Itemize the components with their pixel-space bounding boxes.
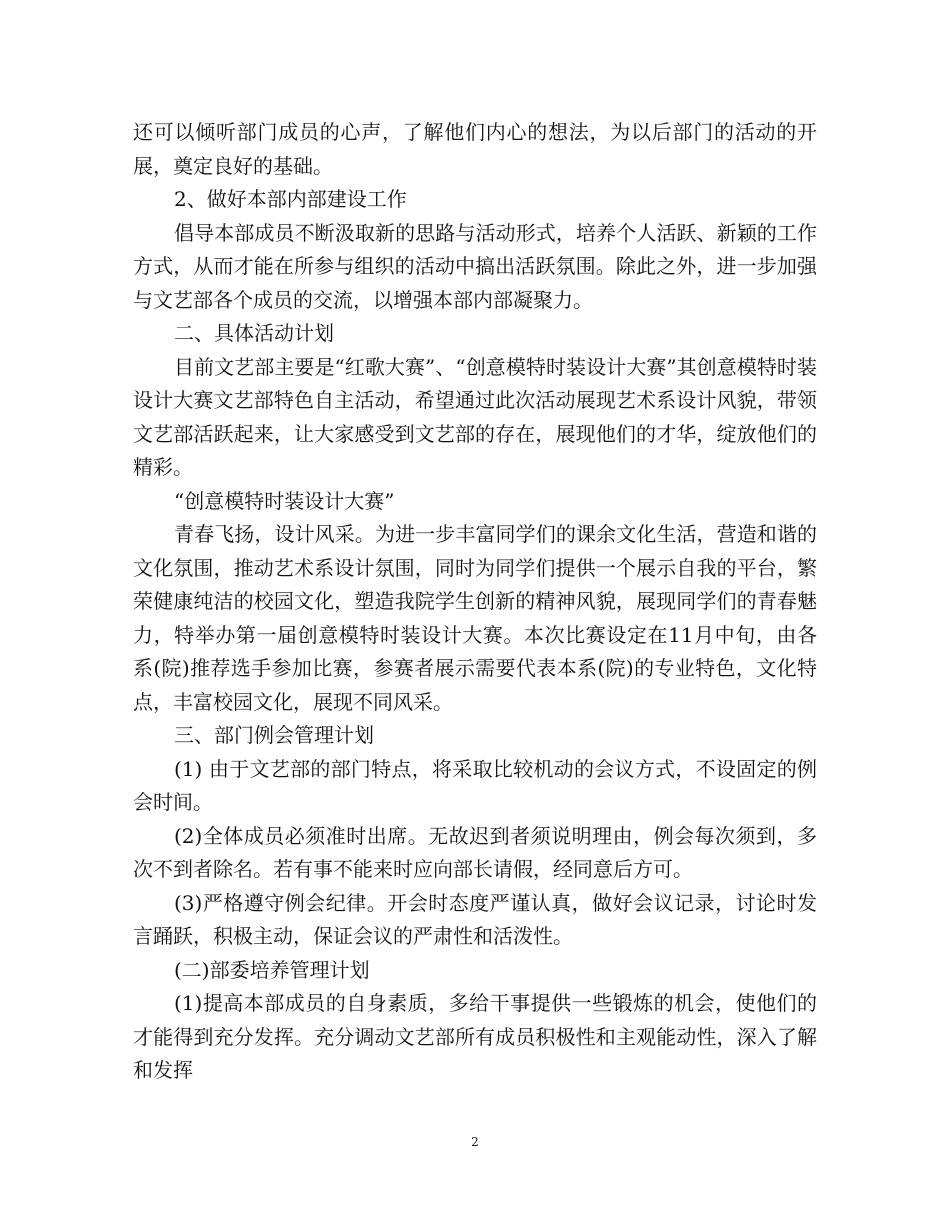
paragraph-activity-overview: 目前文艺部主要是“红歌大赛”、“创意模特时装设计大赛”其创意模特时装设计大赛文艺部特色自主活动，希望通过此次活动展现艺术系设计风貌，带领文艺部活跃起来，让大家感受到文艺部的存在，展现他们的才华，绽放他们的精彩。: [133, 354, 817, 479]
paragraph-continuation: 还可以倾听部门成员的心声，了解他们内心的想法，为以后部门的活动的开展，奠定良好的基础。: [133, 120, 817, 178]
paragraph-meeting-rule-2: (2)全体成员必须准时出席。无故迟到者须说明理由，例会每次须到，多次不到者除名。若有事不能来时应向部长请假，经同意后方可。: [133, 823, 817, 881]
heading-fashion-contest: “创意模特时装设计大赛”: [174, 488, 395, 513]
heading-training-plan: (二)部委培养管理计划: [174, 957, 370, 982]
page-number: 2: [471, 1135, 479, 1149]
paragraph-internal-construction: 倡导本部成员不断汲取新的思路与活动形式，培养个人活跃、新颖的工作方式，从而才能在所参与组织的活动中搞出活跃氛围。除此之外，进一步加强与文艺部各个成员的交流，以增强本部内部凝聚力。: [133, 220, 817, 312]
heading-meeting-plan: 三、部门例会管理计划: [174, 723, 374, 747]
document-body: [133, 116, 817, 1088]
paragraph-meeting-rule-3: (3)严格遵守例会纪律。开会时态度严谨认真，做好会议记录，讨论时发言踊跃，积极主动，保证会议的严肃性和活泼性。: [133, 890, 817, 948]
heading-activity-plan: 二、具体活动计划: [174, 321, 334, 345]
paragraph-fashion-contest: 青春飞扬，设计风采。为进一步丰富同学们的课余文化生活，营造和谐的文化氛围，推动艺术系设计氛围，同时为同学们提供一个展示自我的平台，繁荣健康纯洁的校园文化，塑造我院学生创新的精神风貌，展现同学们的青春魅力，特举办第一届创意模特时装设计大赛。本次比赛设定在11月中旬，由各系(院)推荐选手参加比赛，参赛者展示需要代表本系(院)的专业特色，文化特点，丰富校园文化，展现不同风采。: [133, 522, 817, 714]
paragraph-training-1: (1)提高本部成员的自身素质，多给干事提供一些锻炼的机会，使他们的才能得到充分发挥。充分调动文艺部所有成员积极性和主观能动性，深入了解和发挥: [133, 991, 817, 1082]
paragraph-meeting-rule-1: (1) 由于文艺部的部门特点，将采取比较机动的会议方式，不设固定的例会时间。: [133, 756, 817, 814]
heading-internal-construction: 2、做好本部内部建设工作: [174, 187, 407, 211]
